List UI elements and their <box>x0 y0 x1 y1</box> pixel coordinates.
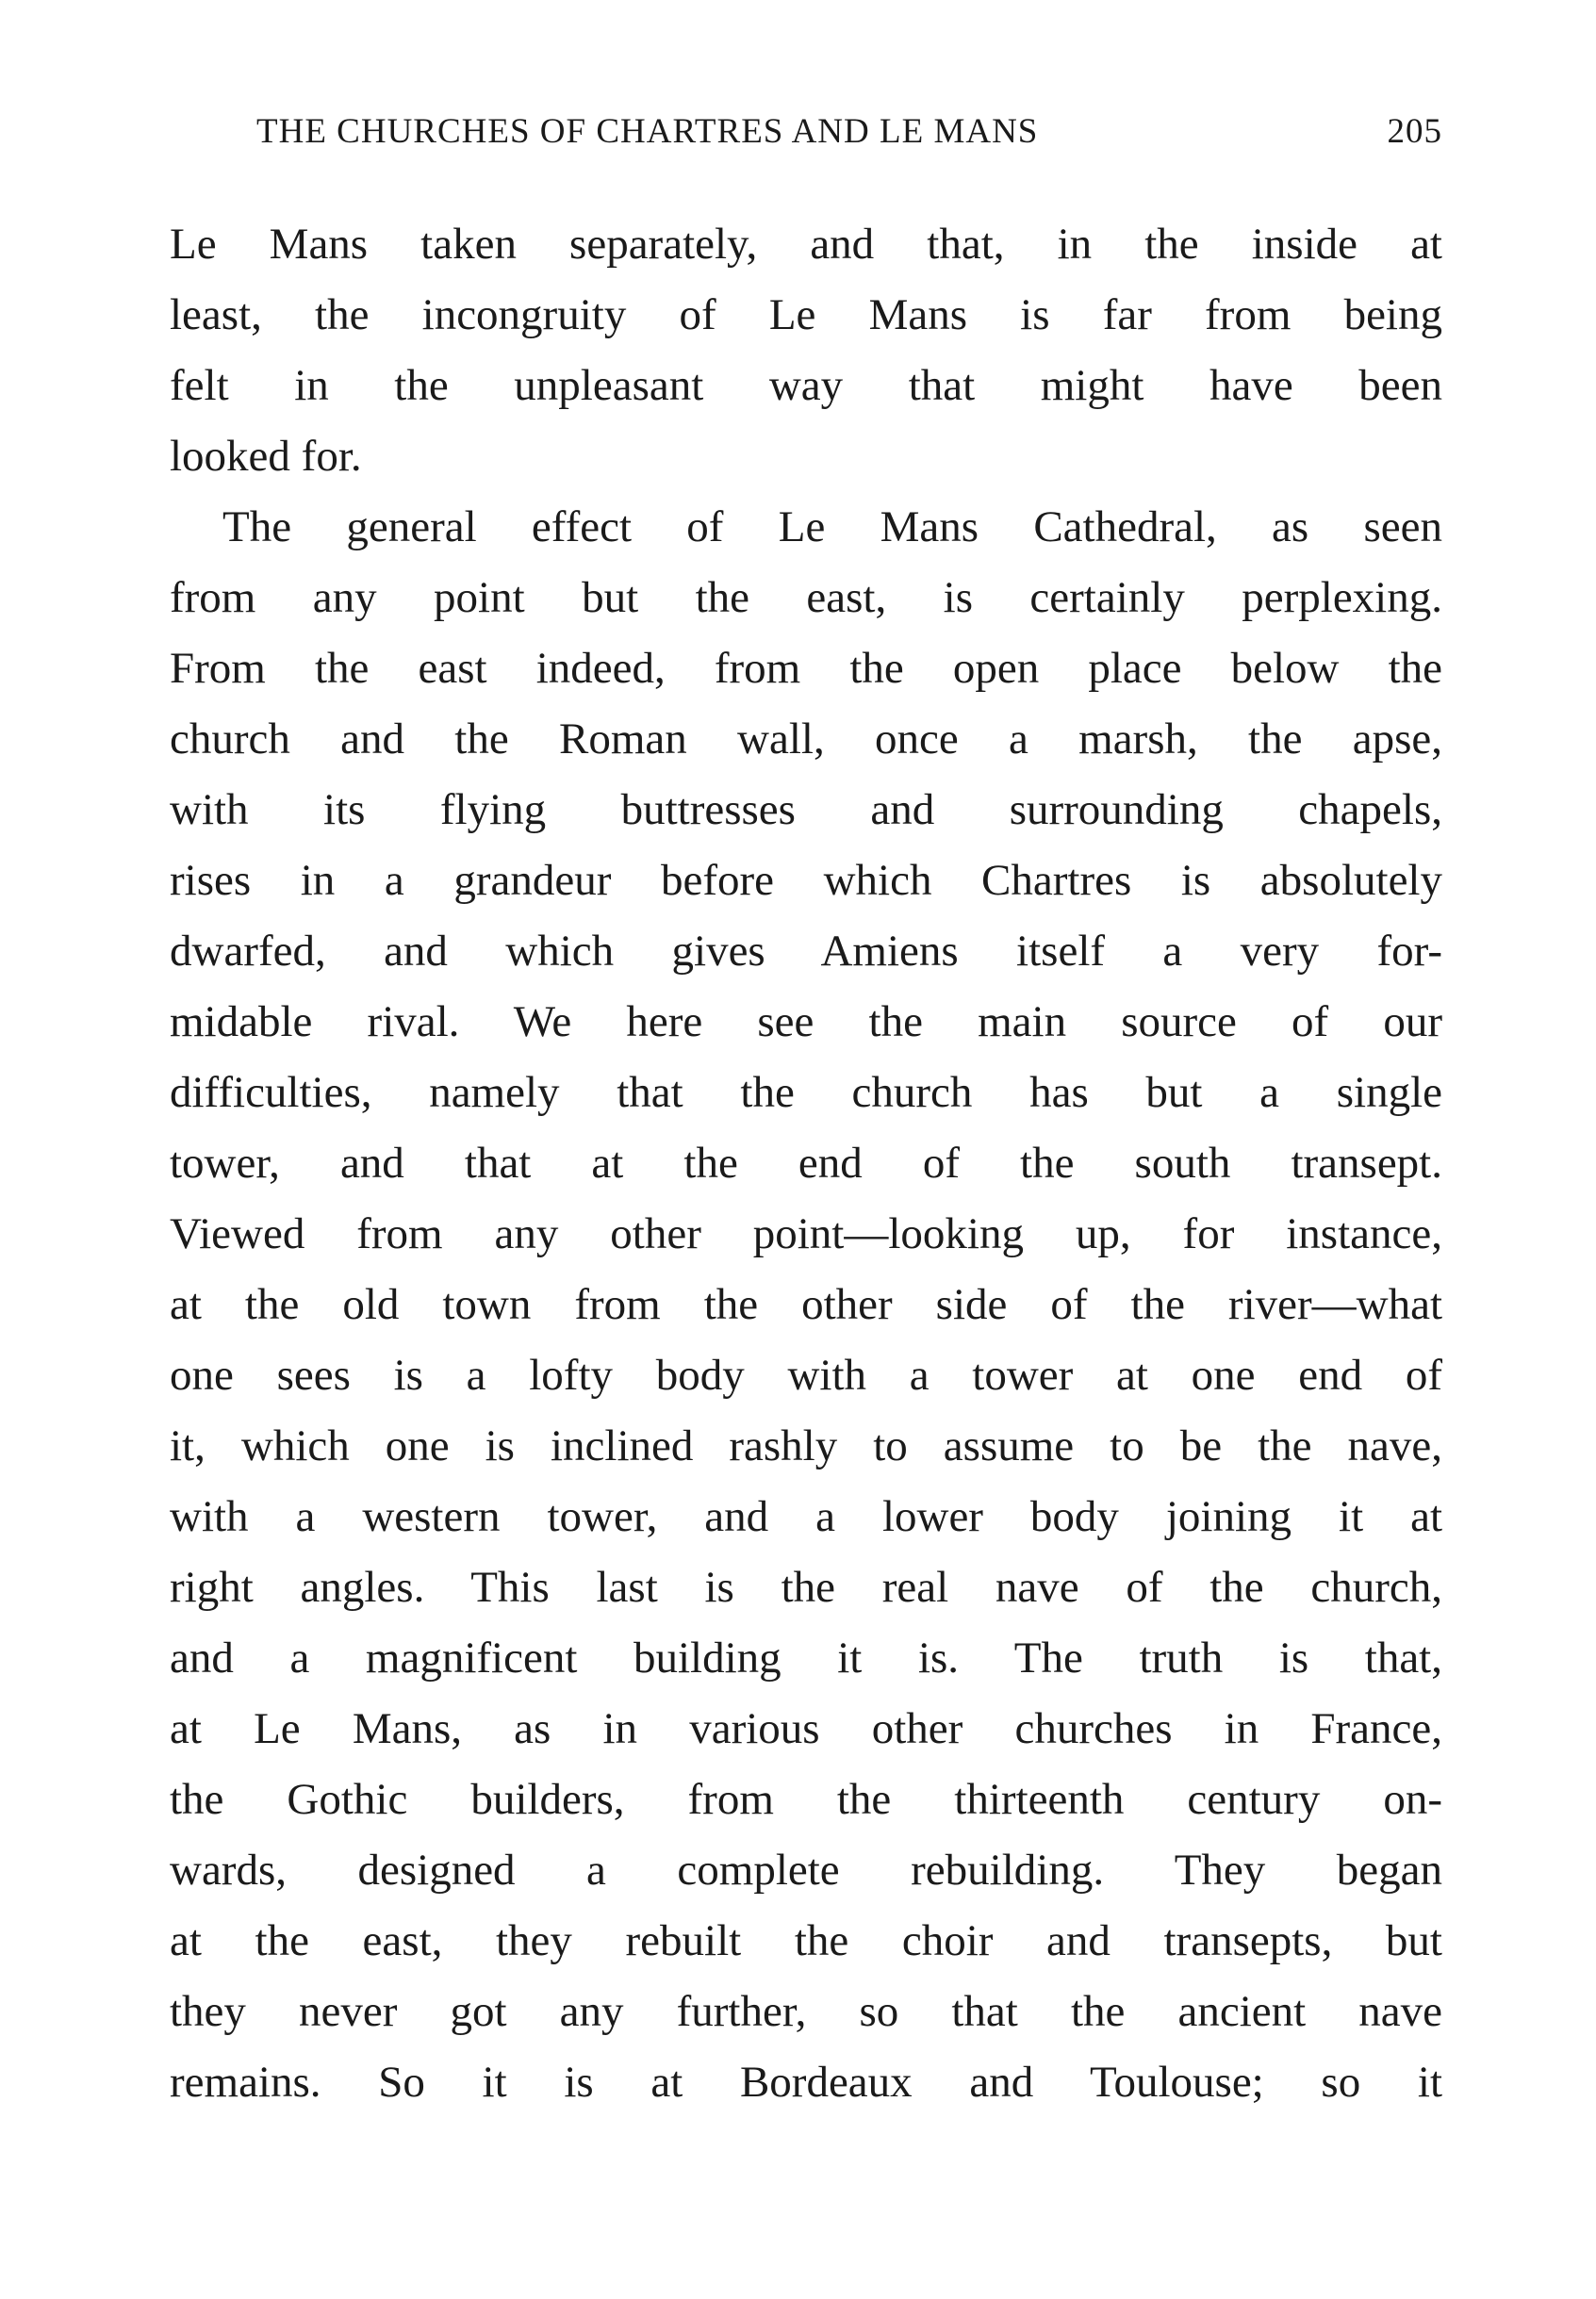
text-line: looked for. <box>170 432 362 481</box>
text-line: they never got any further, so that the ancient nave <box>170 1987 1442 2036</box>
paragraph-2 <box>170 492 1442 2118</box>
text-line: dwarfed, and which gives Amiens itself a very for- <box>170 927 1442 976</box>
text-line: and a magnificent building it is. The truth is that, <box>170 1634 1442 1683</box>
text-line: church and the Roman wall, once a marsh, the apse, <box>170 714 1442 764</box>
text-line: From the east indeed, from the open place below the <box>170 644 1442 693</box>
text-line: Viewed from any other point—looking up, for instance, <box>170 1209 1442 1258</box>
text-line: midable rival. We here see the main source of our <box>170 997 1442 1046</box>
text-line: Le Mans taken separately, and that, in the inside at <box>170 220 1442 269</box>
page-number: 205 <box>1387 112 1442 151</box>
text-line: right angles. This last is the real nave of the church, <box>170 1563 1442 1612</box>
text-line: rises in a grandeur before which Chartres is absolutely <box>170 856 1442 905</box>
text-line: tower, and that at the end of the south transept. <box>170 1139 1442 1188</box>
text-line: from any point but the east, is certainly perplexing. <box>170 573 1442 622</box>
text-line: wards, designed a complete rebuilding. They began <box>170 1846 1442 1895</box>
text-line: at Le Mans, as in various other churches in France, <box>170 1704 1442 1753</box>
text-line: difficulties, namely that the church has but a single <box>170 1068 1442 1117</box>
text-line: at the old town from the other side of the river—what <box>170 1280 1442 1329</box>
text-line: felt in the unpleasant way that might have been <box>170 361 1442 410</box>
text-line: The general effect of Le Mans Cathedral, as seen <box>222 502 1442 551</box>
text-line: least, the incongruity of Le Mans is far from being <box>170 290 1442 339</box>
text-line: the Gothic builders, from the thirteenth century on- <box>170 1775 1442 1824</box>
page-body <box>170 209 1442 2118</box>
text-line: with a western tower, and a lower body joining it at <box>170 1492 1442 1541</box>
text-line: it, which one is inclined rashly to assume to be the nave, <box>170 1421 1442 1470</box>
running-header <box>256 111 1442 158</box>
text-line: one sees is a lofty body with a tower at one end of <box>170 1351 1442 1400</box>
text-line: with its flying buttresses and surrounding chapels, <box>170 785 1442 834</box>
paragraph-1 <box>170 209 1442 492</box>
text-line: at the east, they rebuilt the choir and transepts, but <box>170 1916 1442 1965</box>
text-line: remains. So it is at Bordeaux and Toulouse; so it <box>170 2058 1442 2107</box>
running-title: THE CHURCHES OF CHARTRES AND LE MANS <box>256 112 1039 151</box>
